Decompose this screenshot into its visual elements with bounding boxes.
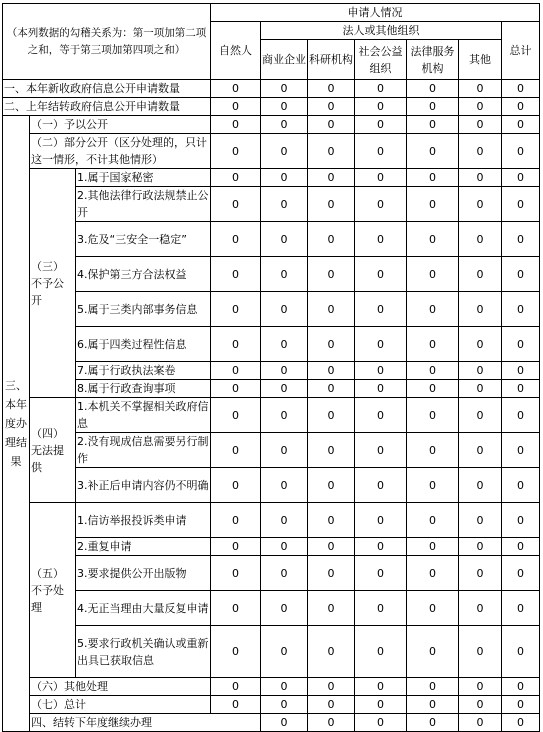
value-cell: 0	[407, 591, 459, 626]
value-cell: 0	[459, 169, 502, 187]
table-row	[3, 503, 540, 538]
value-cell: 0	[261, 134, 308, 169]
value-cell: 0	[459, 538, 502, 556]
table-row	[3, 98, 540, 116]
value-cell: 0	[407, 538, 459, 556]
value-cell: 0	[459, 327, 502, 362]
value-cell: 0	[261, 503, 308, 538]
value-cell: 0	[308, 292, 355, 327]
value-cell: 0	[407, 556, 459, 591]
value-cell: 0	[355, 398, 407, 433]
value-cell: 0	[261, 591, 308, 626]
value-cell: 0	[308, 714, 355, 732]
value-cell: 0	[261, 380, 308, 398]
value-cell: 0	[308, 556, 355, 591]
value-cell: 0	[407, 503, 459, 538]
value-cell: 0	[407, 362, 459, 380]
value-cell: 0	[308, 169, 355, 187]
value-cell: 0	[211, 327, 261, 362]
table-row	[3, 362, 540, 380]
value-cell: 0	[355, 556, 407, 591]
table-row	[3, 468, 540, 503]
value-cell: 0	[407, 678, 459, 696]
value-cell: 0	[407, 696, 459, 714]
value-cell: 0	[355, 116, 407, 134]
value-cell: 0	[407, 169, 459, 187]
value-cell: 0	[502, 98, 540, 116]
value-cell: 0	[459, 362, 502, 380]
value-cell: 0	[407, 187, 459, 222]
value-cell: 0	[308, 327, 355, 362]
value-cell: 0	[459, 80, 502, 98]
value-cell: 0	[502, 380, 540, 398]
table-row	[3, 257, 540, 292]
value-cell: 0	[261, 327, 308, 362]
value-cell: 0	[355, 362, 407, 380]
value-cell: 0	[211, 116, 261, 134]
value-cell: 0	[502, 556, 540, 591]
header-col-2: 科研机构	[308, 40, 355, 80]
value-cell: 0	[211, 503, 261, 538]
group-4-label: （四）无法提供	[30, 398, 76, 503]
value-cell: 0	[308, 98, 355, 116]
value-cell: 0	[407, 380, 459, 398]
row-label: 四、结转下年度继续办理	[30, 714, 261, 732]
value-cell: 0	[502, 714, 540, 732]
table-row	[3, 433, 540, 468]
table-row	[3, 187, 540, 222]
value-cell: 0	[261, 292, 308, 327]
value-cell: 0	[502, 222, 540, 257]
table-row	[3, 169, 540, 187]
value-cell: 0	[459, 468, 502, 503]
table-row	[3, 116, 540, 134]
value-cell: 0	[502, 678, 540, 696]
value-cell: 0	[211, 257, 261, 292]
value-cell: 0	[502, 80, 540, 98]
value-cell: 0	[459, 257, 502, 292]
value-cell: 0	[502, 116, 540, 134]
value-cell: 0	[261, 187, 308, 222]
value-cell: 0	[308, 468, 355, 503]
value-cell: 0	[308, 116, 355, 134]
value-cell: 0	[308, 80, 355, 98]
row-label: （一）予以公开	[30, 116, 211, 134]
table-row	[3, 591, 540, 626]
value-cell: 0	[308, 433, 355, 468]
value-cell: 0	[261, 222, 308, 257]
value-cell: 0	[355, 327, 407, 362]
value-cell: 0	[459, 556, 502, 591]
value-cell: 0	[211, 626, 261, 678]
table-row	[3, 398, 540, 433]
header-col-total: 总计	[502, 22, 540, 80]
value-cell: 0	[211, 696, 261, 714]
value-cell: 0	[407, 626, 459, 678]
value-cell: 0	[261, 116, 308, 134]
value-cell: 0	[355, 257, 407, 292]
value-cell: 0	[502, 626, 540, 678]
table-row	[3, 4, 540, 22]
value-cell: 0	[308, 134, 355, 169]
value-cell: 0	[308, 398, 355, 433]
value-cell: 0	[502, 433, 540, 468]
value-cell: 0	[261, 257, 308, 292]
value-cell: 0	[459, 591, 502, 626]
table-row	[3, 292, 540, 327]
value-cell: 0	[502, 257, 540, 292]
value-cell: 0	[261, 626, 308, 678]
value-cell: 0	[407, 398, 459, 433]
value-cell: 0	[407, 257, 459, 292]
value-cell: 0	[308, 222, 355, 257]
header-legal-group: 法人或其他组织	[261, 22, 502, 40]
value-cell: 0	[261, 538, 308, 556]
value-cell: 0	[407, 116, 459, 134]
value-cell: 0	[355, 678, 407, 696]
value-cell: 0	[355, 98, 407, 116]
value-cell: 0	[502, 538, 540, 556]
table-row	[3, 327, 540, 362]
row-label: （六）其他处理	[30, 678, 211, 696]
value-cell: 0	[407, 468, 459, 503]
value-cell: 0	[459, 222, 502, 257]
header-applicant-info: 申请人情况	[211, 4, 540, 22]
value-cell: 0	[308, 257, 355, 292]
value-cell: 0	[261, 362, 308, 380]
value-cell: 0	[211, 433, 261, 468]
value-cell: 0	[211, 398, 261, 433]
table-row	[3, 538, 540, 556]
value-cell: 0	[407, 222, 459, 257]
sub-row-label: 4.保护第三方合法权益	[76, 257, 211, 292]
sub-row-label: 3.补正后申请内容仍不明确	[76, 468, 211, 503]
value-cell: 0	[407, 433, 459, 468]
sub-row-label: 5.属于三类内部事务信息	[76, 292, 211, 327]
value-cell: 0	[211, 292, 261, 327]
value-cell: 0	[502, 187, 540, 222]
table-row	[3, 134, 540, 169]
value-cell: 0	[459, 626, 502, 678]
sub-row-label: 2.没有现成信息需要另行制作	[76, 433, 211, 468]
section-3-label: 三、本年度办理结果	[3, 116, 30, 732]
value-cell: 0	[459, 380, 502, 398]
sub-row-label: 7.属于行政执法案卷	[76, 362, 211, 380]
table-row	[3, 626, 540, 678]
value-cell: 0	[211, 468, 261, 503]
value-cell: 0	[407, 292, 459, 327]
value-cell: 0	[355, 591, 407, 626]
value-cell: 0	[211, 134, 261, 169]
table-body	[3, 4, 540, 732]
sub-row-label: 1.信访举报投诉类申请	[76, 503, 211, 538]
table-row	[3, 714, 540, 732]
header-col-1: 商业企业	[261, 40, 308, 80]
value-cell: 0	[459, 134, 502, 169]
sub-row-label: 2.重复申请	[76, 538, 211, 556]
header-col-5: 其他	[459, 40, 502, 80]
value-cell: 0	[211, 80, 261, 98]
value-cell: 0	[261, 169, 308, 187]
value-cell: 0	[308, 678, 355, 696]
value-cell: 0	[355, 134, 407, 169]
value-cell: 0	[355, 626, 407, 678]
header-col-natural-person: 自然人	[211, 22, 261, 80]
value-cell: 0	[211, 591, 261, 626]
value-cell: 0	[261, 80, 308, 98]
sub-row-label: 1.属于国家秘密	[76, 169, 211, 187]
sub-row-label: 2.其他法律行政法规禁止公开	[76, 187, 211, 222]
row-label: （七）总计	[30, 696, 211, 714]
value-cell: 0	[407, 714, 459, 732]
value-cell: 0	[211, 362, 261, 380]
value-cell: 0	[308, 362, 355, 380]
value-cell: 0	[502, 362, 540, 380]
sub-row-label: 3.要求提供公开出版物	[76, 556, 211, 591]
value-cell: 0	[211, 538, 261, 556]
value-cell: 0	[211, 380, 261, 398]
value-cell: 0	[355, 80, 407, 98]
value-cell: 0	[407, 327, 459, 362]
sub-row-label: 1.本机关不掌握相关政府信息	[76, 398, 211, 433]
value-cell: 0	[261, 98, 308, 116]
sub-row-label: 4.无正当理由大量反复申请	[76, 591, 211, 626]
group-3-label: （三）不予公开	[30, 169, 76, 398]
value-cell: 0	[308, 591, 355, 626]
value-cell: 0	[459, 503, 502, 538]
value-cell: 0	[355, 433, 407, 468]
group-5-label: （五）不予处理	[30, 503, 76, 678]
row-label: （二）部分公开（区分处理的，只计这一情形，不计其他情形）	[30, 134, 211, 169]
value-cell: 0	[211, 556, 261, 591]
row-label: 二、上年结转政府信息公开申请数量	[3, 98, 211, 116]
sub-row-label: 3.危及“三安全一稳定”	[76, 222, 211, 257]
row-label: 一、本年新收政府信息公开申请数量	[3, 80, 211, 98]
value-cell: 0	[407, 98, 459, 116]
value-cell: 0	[459, 98, 502, 116]
value-cell: 0	[502, 292, 540, 327]
value-cell: 0	[502, 468, 540, 503]
value-cell: 0	[211, 678, 261, 696]
value-cell: 0	[308, 538, 355, 556]
value-cell: 0	[261, 398, 308, 433]
value-cell: 0	[355, 538, 407, 556]
value-cell: 0	[211, 169, 261, 187]
value-cell: 0	[308, 626, 355, 678]
value-cell: 0	[502, 696, 540, 714]
value-cell: 0	[308, 380, 355, 398]
value-cell: 0	[459, 433, 502, 468]
value-cell: 0	[459, 678, 502, 696]
sub-row-label: 5.要求行政机关确认或重新出具已获取信息	[76, 626, 211, 678]
table-row	[3, 696, 540, 714]
value-cell: 0	[308, 696, 355, 714]
table-row	[3, 80, 540, 98]
value-cell: 0	[459, 398, 502, 433]
value-cell: 0	[459, 714, 502, 732]
value-cell: 0	[502, 134, 540, 169]
table-row	[3, 556, 540, 591]
value-cell: 0	[355, 714, 407, 732]
gov-info-disclosure-table	[2, 3, 540, 732]
sub-row-label: 6.属于四类过程性信息	[76, 327, 211, 362]
value-cell: 0	[502, 398, 540, 433]
value-cell: 0	[261, 678, 308, 696]
value-cell: 0	[459, 696, 502, 714]
value-cell: 0	[211, 222, 261, 257]
value-cell: 0	[355, 292, 407, 327]
value-cell: 0	[355, 380, 407, 398]
sub-row-label: 8.属于行政查询事项	[76, 380, 211, 398]
value-cell: 0	[407, 134, 459, 169]
value-cell: 0	[502, 327, 540, 362]
value-cell: 0	[261, 714, 308, 732]
table-row	[3, 222, 540, 257]
value-cell: 0	[459, 292, 502, 327]
value-cell: 0	[407, 80, 459, 98]
header-note: （本列数据的勾稽关系为：第一项加第二项之和，等于第三项加第四项之和）	[3, 4, 211, 80]
value-cell: 0	[261, 696, 308, 714]
value-cell: 0	[355, 187, 407, 222]
table-row	[3, 678, 540, 696]
value-cell: 0	[502, 169, 540, 187]
table-row	[3, 380, 540, 398]
header-col-3: 社会公益组织	[355, 40, 407, 80]
value-cell: 0	[211, 98, 261, 116]
value-cell: 0	[355, 222, 407, 257]
value-cell: 0	[355, 696, 407, 714]
value-cell: 0	[308, 187, 355, 222]
value-cell: 0	[355, 503, 407, 538]
value-cell: 0	[261, 468, 308, 503]
value-cell: 0	[459, 187, 502, 222]
value-cell: 0	[355, 468, 407, 503]
header-col-4: 法律服务机构	[407, 40, 459, 80]
value-cell: 0	[502, 591, 540, 626]
value-cell: 0	[308, 503, 355, 538]
value-cell: 0	[459, 116, 502, 134]
value-cell: 0	[211, 187, 261, 222]
value-cell: 0	[355, 169, 407, 187]
value-cell: 0	[261, 433, 308, 468]
value-cell: 0	[502, 503, 540, 538]
value-cell: 0	[261, 556, 308, 591]
